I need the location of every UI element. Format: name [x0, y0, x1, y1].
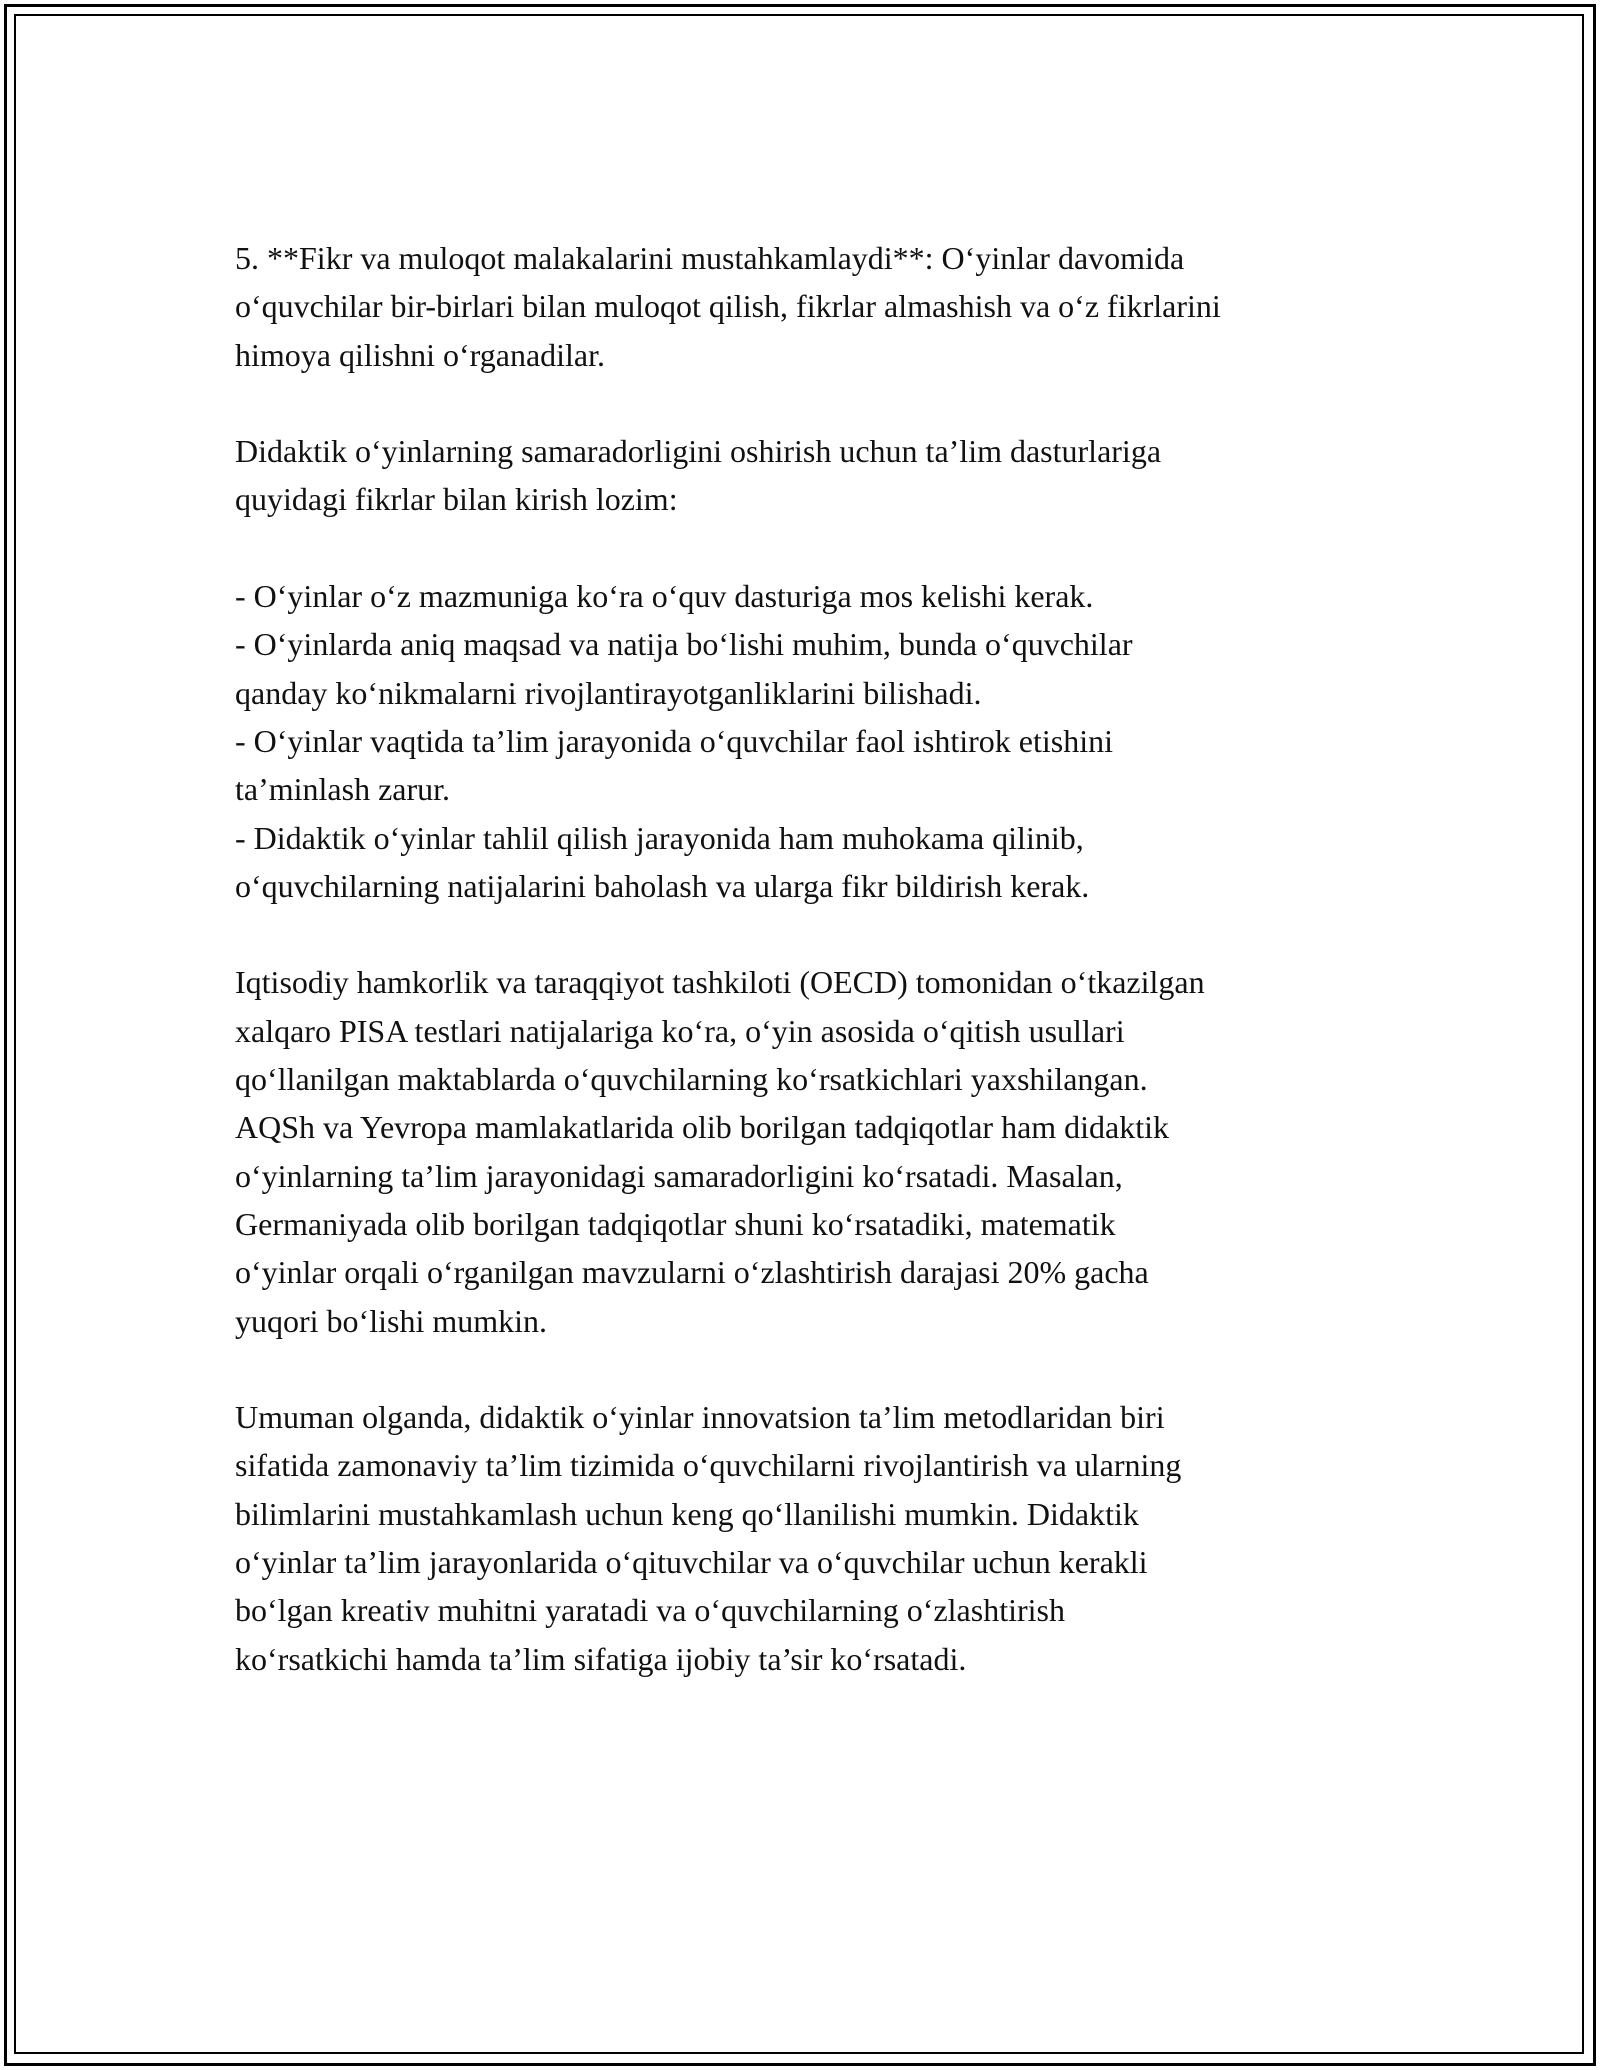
text-line: sifatida zamonaviy ta’lim tizimida o‘quvchilarni rivojlantirish va ularning [235, 1447, 1182, 1484]
list-item-continuation: qanday ko‘nikmalarni rivojlantirayotganliklarini bilishadi. [235, 674, 982, 711]
text-line: xalqaro PISA testlari natijalariga ko‘ra, o‘yin asosida o‘qitish usullari [235, 1012, 1125, 1049]
text-line: Iqtisodiy hamkorlik va taraqqiyot tashkiloti (OECD) tomonidan o‘tkazilgan [235, 964, 1205, 1001]
text-line: ko‘rsatkichi hamda ta’lim sifatiga ijobiy ta’sir ko‘rsatadi. [235, 1640, 967, 1677]
paragraph-effectiveness-intro [235, 427, 1395, 524]
list-item: - O‘yinlar o‘z mazmuniga ko‘ra o‘quv dasturiga mos kelishi kerak. [235, 578, 1094, 615]
text-line: o‘quvchilar bir-birlari bilan muloqot qilish, fikrlar almashish va o‘z fikrlarini [235, 288, 1221, 325]
text-line: o‘yinlarning ta’lim jarayonidagi samaradorligini ko‘rsatadi. Masalan, [235, 1157, 1123, 1194]
text-line: quyidagi fikrlar bilan kirish lozim: [235, 481, 678, 518]
paragraph-bullet-list [235, 572, 1395, 910]
document-body [235, 234, 1395, 1731]
list-item-continuation: o‘quvchilarning natijalarini baholash va ularga fikr bildirish kerak. [235, 867, 1090, 904]
text-line: o‘yinlar ta’lim jarayonlarida o‘qituvchilar va o‘quvchilar uchun kerakli [235, 1544, 1148, 1581]
text-line: yuqori bo‘lishi mumkin. [235, 1302, 547, 1339]
text-line: Didaktik o‘yinlarning samaradorligini oshirish uchun ta’lim dasturlariga [235, 433, 1162, 470]
paragraph-conclusion [235, 1393, 1395, 1683]
text-line: AQSh va Yevropa mamlakatlarida olib borilgan tadqiqotlar ham didaktik [235, 1109, 1170, 1146]
text-line: Germaniyada olib borilgan tadqiqotlar shuni ko‘rsatadiki, matematik [235, 1205, 1116, 1242]
text-line: Umuman olganda, didaktik o‘yinlar innovatsion ta’lim metodlaridan biri [235, 1399, 1165, 1436]
text-line: bo‘lgan kreativ muhitni yaratadi va o‘quvchilarning o‘zlashtirish [235, 1592, 1065, 1629]
list-item-continuation: ta’minlash zarur. [235, 771, 451, 808]
list-item: - Didaktik o‘yinlar tahlil qilish jarayonida ham muhokama qilinib, [235, 819, 1084, 856]
list-item: - O‘yinlar vaqtida ta’lim jarayonida o‘quvchilar faol ishtirok etishini [235, 722, 1113, 759]
text-line: bilimlarini mustahkamlash uchun keng qo‘llanilishi mumkin. Didaktik [235, 1495, 1139, 1532]
text-line: o‘yinlar orqali o‘rganilgan mavzularni o‘zlashtirish darajasi 20% gacha [235, 1254, 1149, 1291]
paragraph-skills [235, 234, 1395, 379]
text-line: himoya qilishni o‘rganadilar. [235, 336, 606, 373]
text-line: qo‘llanilgan maktablarda o‘quvchilarning ko‘rsatkichlari yaxshilangan. [235, 1061, 1148, 1098]
paragraph-research [235, 958, 1395, 1344]
text-line: 5. **Fikr va muloqot malakalarini mustahkamlaydi**: O‘yinlar davomida [235, 240, 1185, 276]
list-item: - O‘yinlarda aniq maqsad va natija bo‘lishi muhim, bunda o‘quvchilar [235, 626, 1133, 663]
